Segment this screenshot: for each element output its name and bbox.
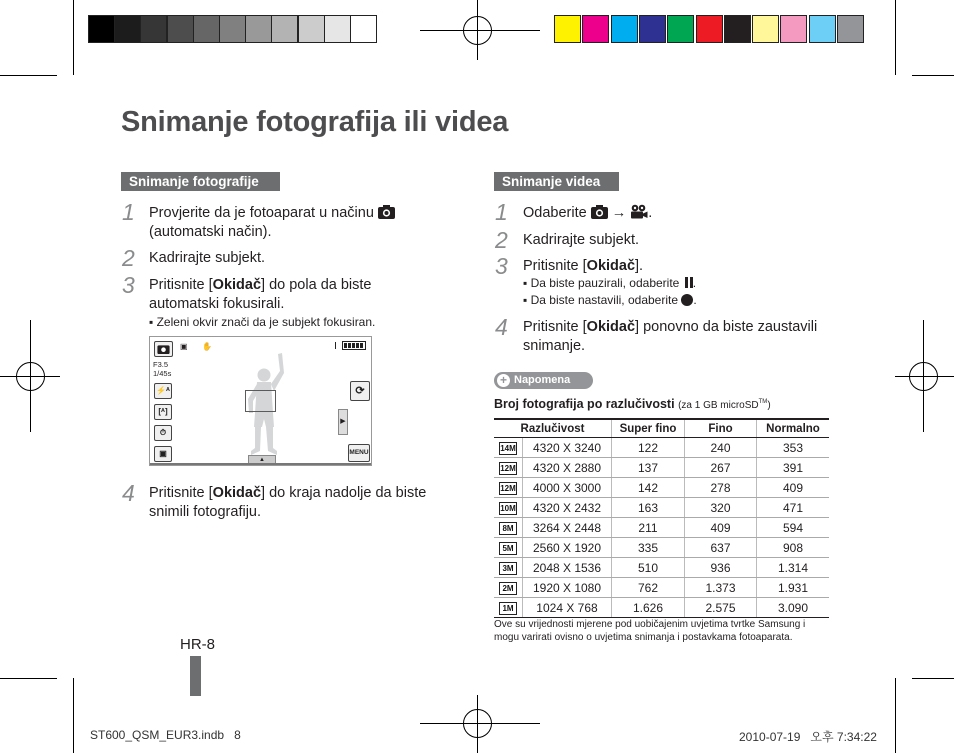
section-heading-photo: Snimanje fotografije [121,172,280,191]
resolution-icon: 5M [499,542,517,555]
cell-resolution: 4000 X 3000 [523,478,612,498]
col-header-fine: Fino [685,419,757,438]
note-badge: + Napomena [494,372,593,389]
table-row [494,518,829,538]
table-row [494,598,829,618]
color-swatch [611,15,638,43]
camera-mode-icon [378,205,395,219]
color-swatch [724,15,751,43]
col-header-normal: Normalno [757,419,830,438]
flash-icon: ⚡ᴬ [154,383,172,399]
gray-swatch [245,15,272,43]
color-swatch [582,15,609,43]
cell-super-fine: 510 [612,558,685,578]
color-swatch [554,15,581,43]
cell-normal: 1.314 [757,558,830,578]
footnote: Ove su vrijednosti mjerene pod uobičajenim uvjetima tvrtke Samsung i mogu varirati ovisno o uvjetima snimanja i postavkama fotoaparata. [494,619,806,643]
crop-mark [912,75,954,76]
timer-off-icon: ⏱ [154,425,172,441]
cell-fine: 320 [685,498,757,518]
cell-super-fine: 1.626 [612,598,685,618]
crop-mark [0,678,57,679]
bullet-note: ▪ Da biste nastavili, odaberite . [523,293,697,307]
cell-resolution: 4320 X 2880 [523,458,612,478]
step-number: 4 [495,314,508,340]
cell-super-fine: 211 [612,518,685,538]
cell-resolution: 4320 X 3240 [523,438,612,458]
color-swatch [667,15,694,43]
arrow-right-icon: → [611,205,627,221]
col-header-super-fine: Super fino [612,419,685,438]
mode-dial-icon[interactable]: ⟳ [350,381,370,401]
cell-fine: 240 [685,438,757,458]
page-tab-marker [190,656,201,696]
table-row [494,538,829,558]
table-row [494,438,829,458]
camera-mode-icon [154,341,173,357]
col-header-resolution: Razlučivost [494,419,612,438]
resolution-icon: 12M [500,484,516,493]
resolution-icon: 2M [499,582,517,595]
cell-normal: 908 [757,538,830,558]
cell-super-fine: 762 [612,578,685,598]
menu-button[interactable]: MENU [348,444,370,462]
focus-icon: [ᴬ] [154,404,172,420]
table-row [494,578,829,598]
cell-resolution: 3264 X 2448 [523,518,612,538]
page-title: Snimanje fotografija ili videa [121,106,509,138]
plus-circle-icon: + [497,374,510,387]
cell-super-fine: 142 [612,478,685,498]
resolution-icon: 14M [500,444,516,453]
screen-bottom-border [150,463,371,465]
step-text: Pritisnite [Okidač] do kraja nadolje da biste snimili fotografiju. [149,485,427,520]
crop-mark [73,678,74,753]
cell-fine: 2.575 [685,598,757,618]
color-swatch [696,15,723,43]
color-swatch [809,15,836,43]
cell-fine: 936 [685,558,757,578]
resolution-table [494,418,829,618]
crop-mark [73,0,74,75]
camera-preview-screen [149,336,372,466]
crop-mark [895,0,896,75]
bullet-note: ▪ Da biste pauzirali, odaberite . [523,276,697,290]
bullet-note: ▪ Zeleni okvir znači da je subjekt fokusiran. [149,315,376,329]
pause-icon [685,277,688,288]
gray-swatch [350,15,377,43]
exposure-readout: F3.5 1/45s [153,360,172,378]
camera-mode-icon [591,205,608,219]
color-swatch [780,15,807,43]
table-header-row [494,419,829,438]
step-number: 4 [122,480,135,506]
step-text: Kadrirajte subjekt. [523,232,640,248]
color-swatch [752,15,779,43]
cell-super-fine: 137 [612,458,685,478]
status-icon: ▣ [180,342,188,351]
color-swatch [837,15,864,43]
crop-mark [912,678,954,679]
cell-normal: 409 [757,478,830,498]
display-icon: ▣ [154,446,172,462]
cell-fine: 1.373 [685,578,757,598]
gray-swatch [324,15,351,43]
shortcut-tab-icon[interactable]: ▲ [248,455,276,465]
page-number: HR-8 [180,636,216,653]
cell-normal: 471 [757,498,830,518]
step-text: Kadrirajte subjekt. [149,250,266,266]
expand-arrow-icon[interactable]: ▶ [338,409,348,435]
table-row [494,558,829,578]
resolution-icon: 12M [500,464,516,473]
crop-mark [0,75,57,76]
gray-swatch [219,15,246,43]
step-number: 3 [495,253,508,279]
step-text: Pritisnite [Okidač]. [523,258,644,274]
resolution-icon: 1M [499,602,517,615]
step-number: 2 [122,245,135,271]
step-text: Odaberite → . [523,205,653,221]
cell-super-fine: 335 [612,538,685,558]
gray-swatch [114,15,141,43]
cell-normal: 353 [757,438,830,458]
cell-super-fine: 122 [612,438,685,458]
gray-swatch [140,15,167,43]
gray-swatch [88,15,115,43]
color-swatch [639,15,666,43]
cell-normal: 1.931 [757,578,830,598]
resolution-icon: 3M [499,562,517,575]
step-number: 1 [122,199,135,225]
cell-resolution: 2560 X 1920 [523,538,612,558]
cell-normal: 3.090 [757,598,830,618]
cell-normal: 391 [757,458,830,478]
cell-resolution: 2048 X 1536 [523,558,612,578]
cell-resolution: 1024 X 768 [523,598,612,618]
cell-fine: 267 [685,458,757,478]
table-row [494,458,829,478]
step-text: Provjerite da je fotoaparat u načinu (automatski način). [149,204,395,242]
step-number: 1 [495,199,508,225]
step-text: Pritisnite [Okidač] do pola da biste automatski fokusirali. [149,277,372,312]
gray-swatch [271,15,298,43]
cell-resolution: 1920 X 1080 [523,578,612,598]
step-text: Pritisnite [Okidač] ponovno da biste zaustavili snimanje. [523,319,818,354]
section-heading-video: Snimanje videa [494,172,619,191]
note-heading: Broj fotografija po razlučivosti (za 1 GB microSD™) [494,397,771,411]
focus-frame [245,390,276,412]
memory-indicator [335,342,336,349]
table-row [494,498,829,518]
crop-mark [895,678,896,753]
resolution-icon: 10M [500,504,516,513]
battery-icon [342,341,366,350]
step-number: 3 [122,272,135,298]
table-row [494,478,829,498]
gray-swatch [193,15,220,43]
slug-timestamp: 2010-07-19 오후 7:34:22 [739,730,877,744]
cell-super-fine: 163 [612,498,685,518]
record-icon [681,294,693,306]
cell-fine: 637 [685,538,757,558]
resolution-icon: 8M [499,522,517,535]
slug-file: ST600_QSM_EUR3.indb 8 [90,728,241,742]
cell-fine: 409 [685,518,757,538]
step-number: 2 [495,227,508,253]
cell-resolution: 4320 X 2432 [523,498,612,518]
gray-swatch [167,15,194,43]
stabilizer-icon: ✋ [202,342,212,351]
gray-swatch [298,15,325,43]
cell-fine: 278 [685,478,757,498]
movie-mode-icon [630,204,648,219]
cell-normal: 594 [757,518,830,538]
